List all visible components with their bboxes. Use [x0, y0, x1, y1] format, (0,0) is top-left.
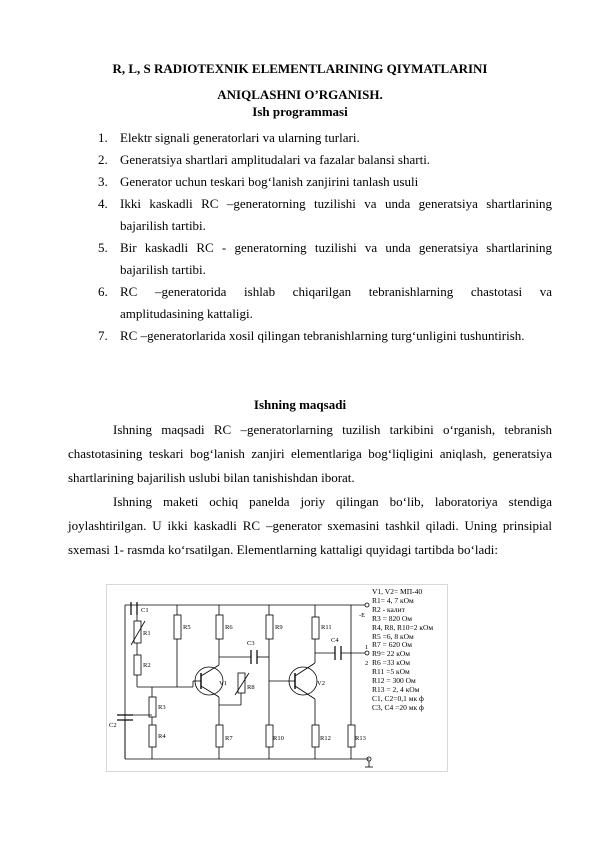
- label-out2: 2: [365, 660, 369, 667]
- goal-paragraph: Ishning maqsadi RC –generatorlarning tuzilish tarkibini o‘rganish, tebranish chastotasining teskari bog‘lanish zanjiri elementlariga bog‘liqligini aniqlash, generatsiya shartlarining bajarilish uslubi bilan tanishishdan iborat.: [68, 422, 552, 485]
- label-out1: 1: [365, 644, 369, 651]
- label-r11: R11: [321, 624, 332, 631]
- spec-line: R2 - калит: [372, 604, 405, 614]
- spec-line: R13 = 2, 4 кОм: [372, 684, 420, 694]
- spec-line: R11 =5 кОм: [372, 667, 410, 677]
- label-r8: R8: [247, 684, 255, 691]
- label-r4: R4: [158, 733, 166, 740]
- spec-line: C3, C4 =20 мк ф: [372, 702, 424, 712]
- spec-line: V1, V2= MП-40: [372, 587, 423, 596]
- component-spec-list: [372, 588, 433, 713]
- label-r7: R7: [225, 735, 233, 742]
- label-c3: C3: [247, 640, 255, 647]
- label-r5: R5: [183, 624, 191, 631]
- label-r6: R6: [225, 624, 233, 631]
- label-v1: V1: [219, 680, 227, 687]
- label-r2: R2: [143, 662, 151, 669]
- label-r3: R3: [158, 704, 166, 711]
- title-line-1: R, L, S RADIOTEXNIK ELEMENTLARINING QIYMATLARINI: [112, 61, 488, 76]
- spec-line: R1= 4, 7 кОм: [372, 595, 414, 605]
- label-r10: R10: [273, 735, 284, 742]
- spec-line: R4, R8, R10=2 кОм: [372, 622, 434, 632]
- program-heading: Ish programmasi: [252, 104, 348, 119]
- spec-line: C1, C2=0,1 мк ф: [372, 693, 424, 703]
- list-item: 7. RC –generatorlarida xosil qilingan tebranishlarning turg‘unligini tushuntirish.: [98, 328, 525, 343]
- label-r9: R9: [275, 624, 283, 631]
- label-supply: -E: [359, 612, 366, 619]
- list-item: 3. Generator uchun teskari bog‘lanish zanjirini tanlash usuli: [98, 174, 419, 189]
- label-c4: C4: [331, 637, 339, 644]
- label-r13: R13: [355, 735, 366, 742]
- title-line-2: ANIQLASHNI O’RGANISH.: [217, 87, 383, 102]
- goal-heading: Ishning maqsadi: [253, 397, 347, 412]
- label-r12: R12: [320, 735, 331, 742]
- label-c2: C2: [109, 722, 117, 729]
- spec-line: R7 = 620 Ом: [372, 640, 413, 650]
- list-item: 1. Elektr signali generatorlari va ularning turlari.: [98, 130, 360, 145]
- list-item: 6. RC –generatorida ishlab chiqarilgan tebranishlarning chastotasi va amplitudasining kattaligi.: [98, 284, 552, 321]
- spec-line: R3 = 820 Ом: [372, 613, 413, 623]
- label-c1: C1: [141, 607, 149, 614]
- spec-line: R12 = 300 Ом: [372, 676, 416, 686]
- label-r1: R1: [143, 630, 151, 637]
- list-item: 4. Ikki kaskadli RC –generatorning tuzilishi va unda generatsiya shartlarining bajarilish tartibi.: [98, 196, 552, 233]
- spec-line: R6 =33 кОм: [372, 658, 411, 668]
- list-item: 5. Bir kaskadli RC - generatorning tuzilishi va unda generatsiya shartlarining bajarilish tartibi.: [98, 240, 552, 277]
- setup-paragraph: Ishning maketi ochiq panelda joriy qilingan bo‘lib, laboratoriya stendiga joylashtirilgan. U ikki kaskadli RC –generator sxemasini tashkil qiladi. Uning prinsipial sxemasi 1- rasmda ko‘rsatilgan. Elementlarning kattaligi quyidagi tartibda bo‘ladi:: [68, 494, 552, 557]
- program-list: [98, 127, 552, 347]
- spec-line: R9= 22 кОм: [372, 649, 411, 659]
- label-v2: V2: [317, 680, 325, 687]
- document-title: [82, 56, 518, 108]
- list-item: 2. Generatsiya shartlari amplitudalari va fazalar balansi sharti.: [98, 152, 431, 167]
- spec-line: R5 =6, 8 кОм: [372, 631, 414, 641]
